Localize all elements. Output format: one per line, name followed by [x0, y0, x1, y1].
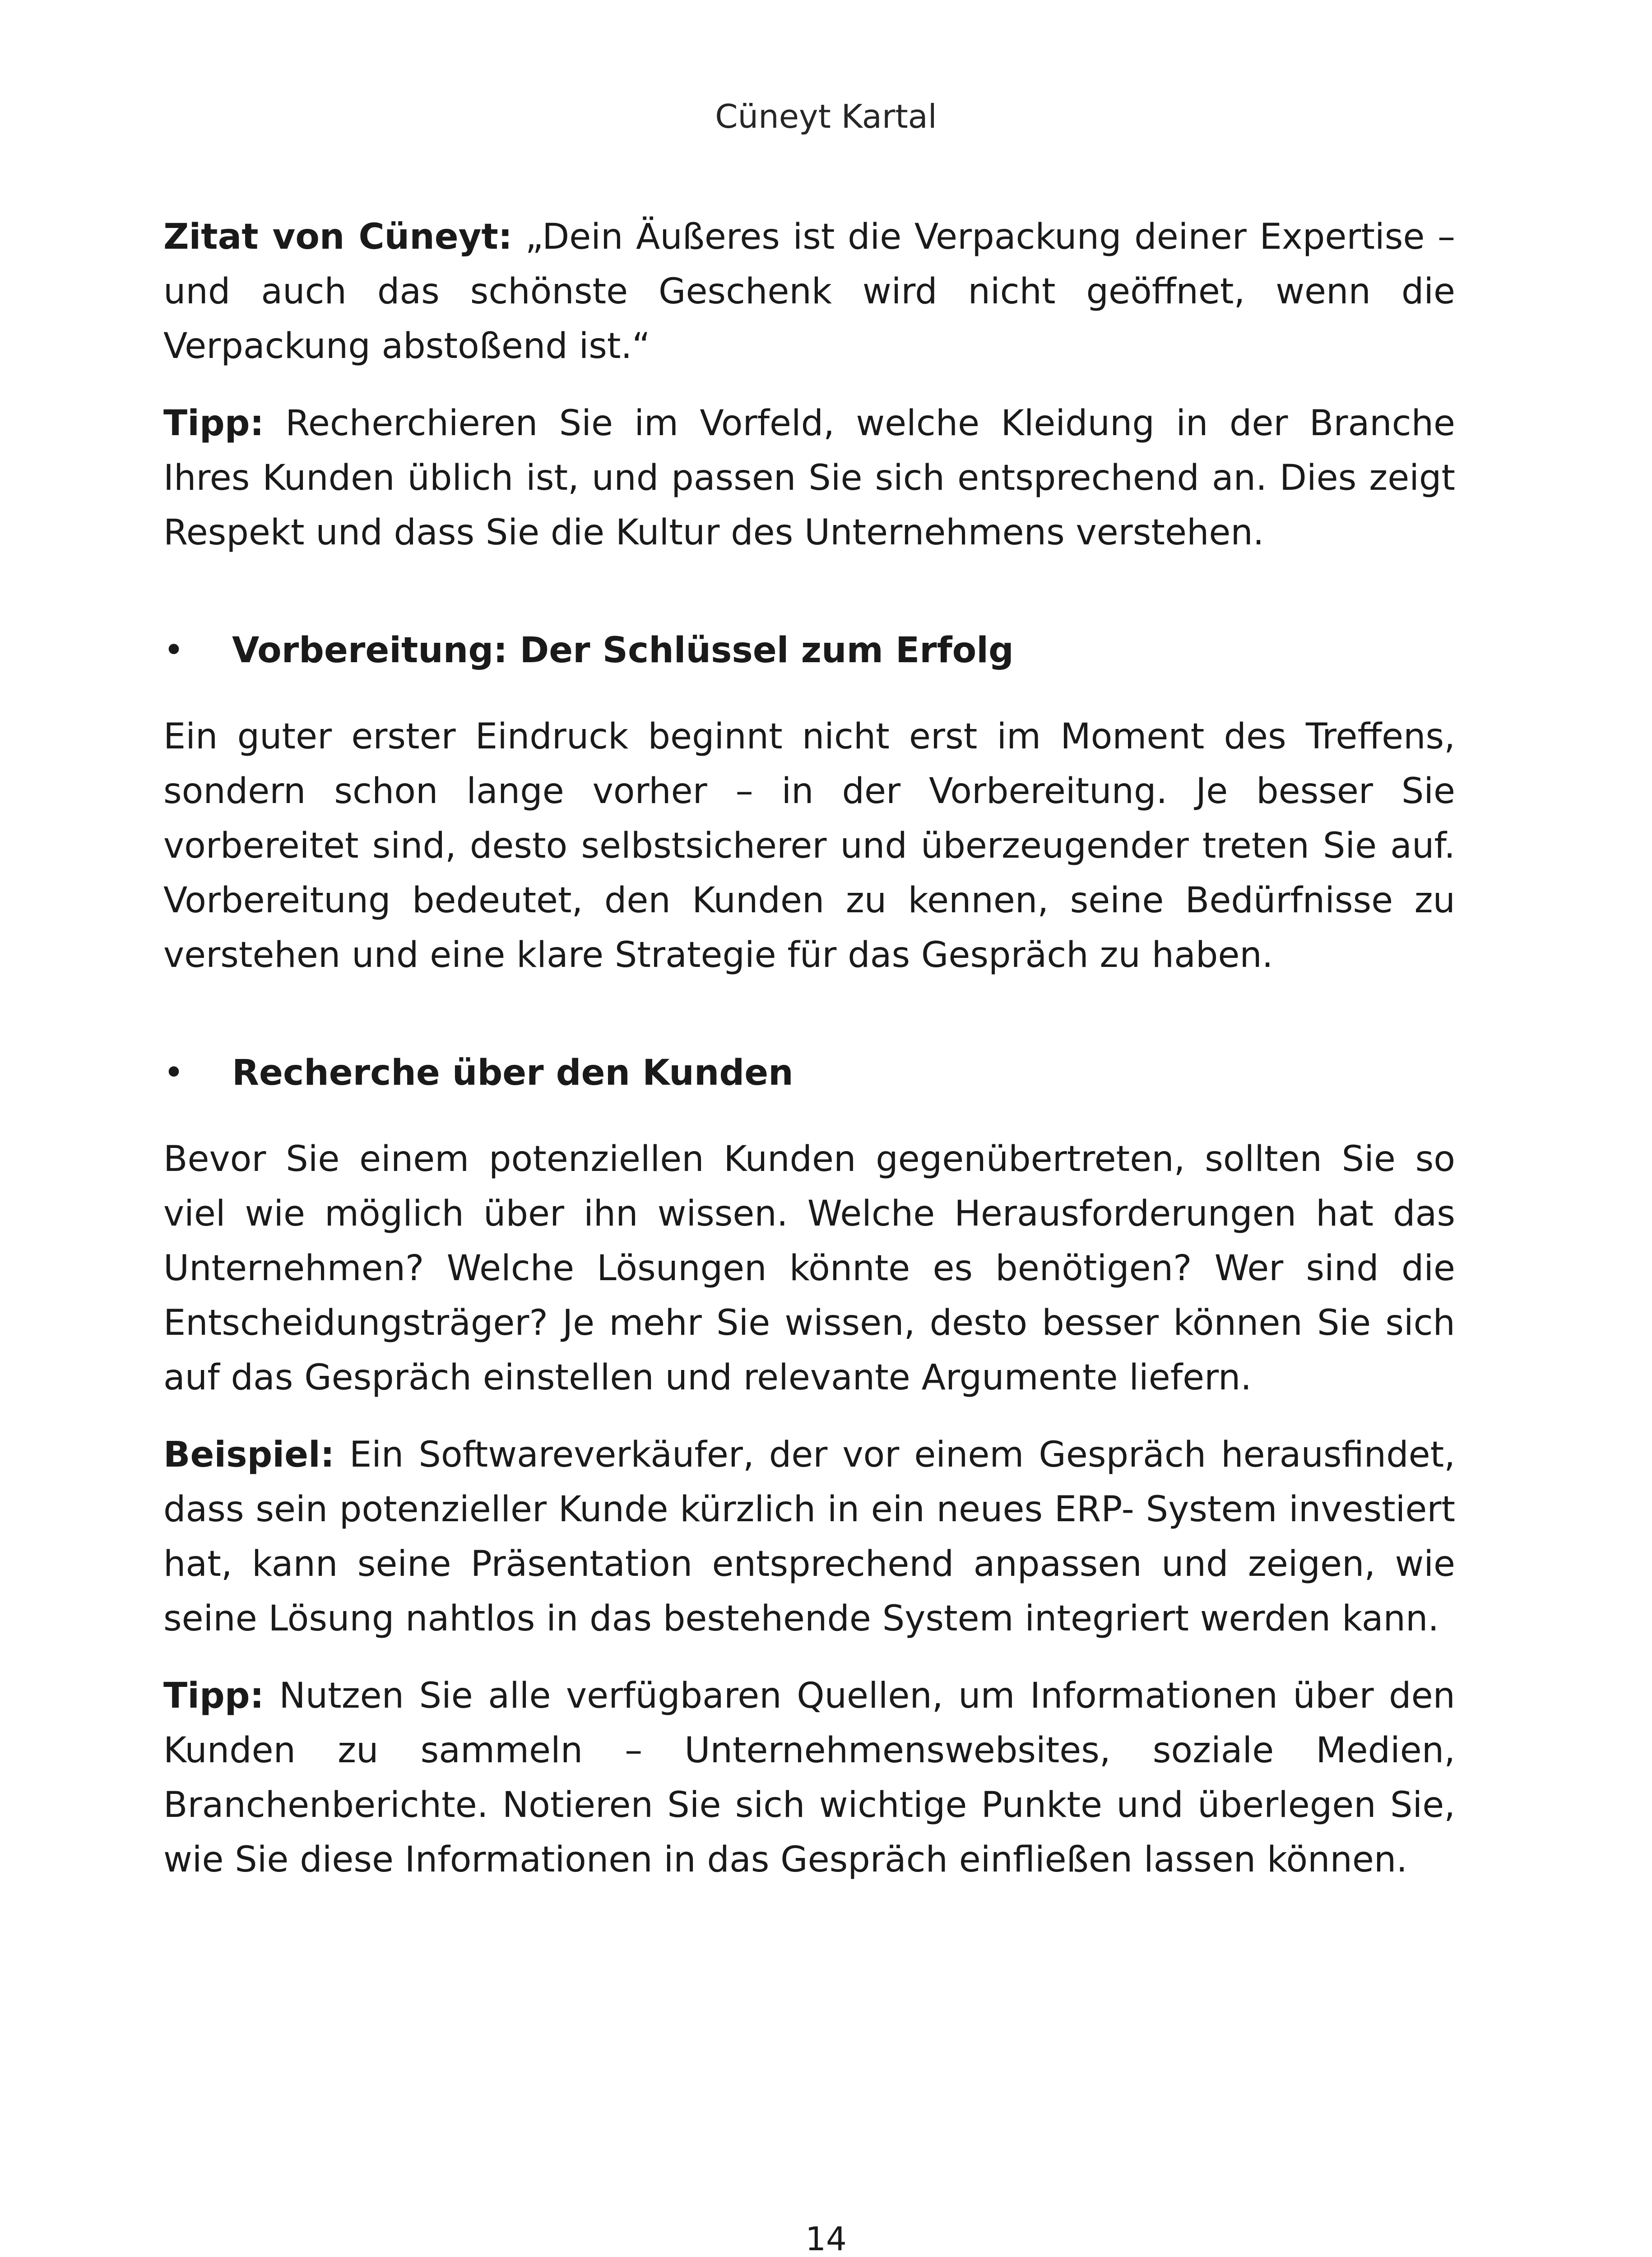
tip-lead: Tipp:: [163, 1676, 264, 1716]
tip-text: Nutzen Sie alle verfügbaren Quellen, um Informationen über den Kunden zu sammeln – Unternehmenswebsites, soziale Medien, Branchenberichte. Notieren Sie sich wichtige Punkte und überlegen Sie, wie Sie diese Informationen in das Gespräch einfließen lassen können.: [163, 1676, 1455, 1880]
bullet-icon: •: [163, 1053, 185, 1093]
page-number: 14: [805, 2220, 847, 2257]
tip-paragraph: [163, 1669, 1455, 1887]
section-heading-research: [163, 1046, 1455, 1101]
example-paragraph: [163, 1428, 1455, 1646]
preparation-paragraph: Ein guter erster Eindruck beginnt nicht erst im Moment des Treffens, sondern schon lange vorher – in der Vorbereitung. Je besser Sie vorbereitet sind, desto selbstsicherer und überzeugender treten Sie auf. Vorbereitung bedeutet, den Kunden zu kennen, seine Bedürfnisse zu verstehen und eine klare Strategie für das Gespräch zu haben.: [163, 716, 1455, 975]
quote-text: „Dein Äußeres ist die Verpackung deiner Expertise – und auch das schönste Geschenk wird nicht geöffnet, wenn die Verpackung abstoßend ist.“: [163, 217, 1455, 367]
running-header-author: Cüneyt Kartal: [715, 98, 937, 135]
bullet-icon: •: [163, 630, 185, 671]
section-heading-text: Recherche über den Kunden: [232, 1053, 794, 1093]
quote-lead: Zitat von Cüneyt:: [163, 217, 512, 257]
example-text: Ein Softwareverkäufer, der vor einem Gespräch herausfindet, dass sein potenzieller Kunde kürzlich in ein neues ERP- System investiert hat, kann seine Präsentation entsprechend anpassen und zeigen, wie seine Lösung nahtlos in das bestehende System integriert werden kann.: [163, 1435, 1455, 1639]
page-content: [163, 210, 1455, 1887]
quote-paragraph: [163, 210, 1455, 374]
tip-paragraph: [163, 396, 1455, 560]
section-heading-preparation: [163, 623, 1455, 678]
tip-lead: Tipp:: [163, 403, 264, 444]
research-paragraph: Bevor Sie einem potenziellen Kunden gegenübertreten, sollten Sie so viel wie möglich über ihn wissen. Welche Herausforderungen hat das Unternehmen? Welche Lösungen könnte es benötigen? Wer sind die Entscheidungsträger? Je mehr Sie wissen, desto besser können Sie sich auf das Gespräch einstellen und relevante Argumente liefern.: [163, 1139, 1455, 1398]
section-heading-text: Vorbereitung: Der Schlüssel zum Erfolg: [232, 630, 1014, 671]
example-lead: Beispiel:: [163, 1435, 334, 1475]
tip-text: Recherchieren Sie im Vorfeld, welche Kleidung in der Branche Ihres Kunden üblich ist, und passen Sie sich entsprechend an. Dies zeigt Respekt und dass Sie die Kultur des Unternehmens verstehen.: [163, 403, 1455, 553]
